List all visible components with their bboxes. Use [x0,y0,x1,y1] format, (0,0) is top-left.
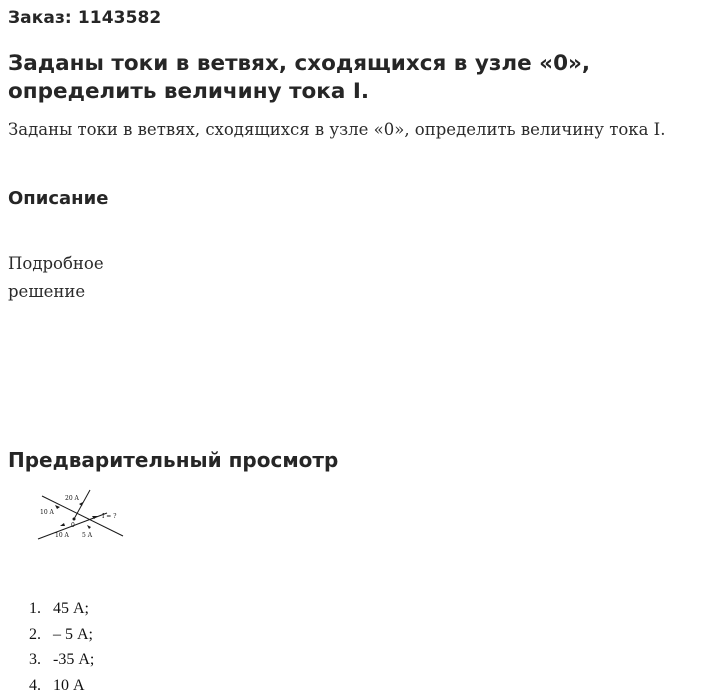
page-title: Заданы токи в ветвях, сходящихся в узле «0», определить величину тока I. [8,50,668,106]
answer-option [0,647,94,673]
label-top-current: 20 A [65,495,80,502]
answer-options [0,596,94,698]
preview-heading: Предварительный просмотр [8,448,338,472]
description-line-2: решение [8,278,148,306]
answer-number: 1. [29,596,41,622]
answer-text: -35 А; [53,651,94,668]
node-dot [73,518,76,521]
task-statement: Заданы токи в ветвях, сходящихся в узле «0», определить величину тока I. [8,116,678,144]
description-line-1: Подробное [8,250,148,278]
answer-number: 4. [29,673,41,698]
label-node: 0 [71,522,75,529]
label-bottom-right-current: 5 A [82,532,93,539]
answer-number: 3. [29,647,41,673]
arrow-left [55,505,60,509]
label-left-current: 10 A [40,509,55,516]
description-heading: Описание [8,188,108,209]
answer-option [0,596,94,622]
label-unknown-current: I = ? [102,513,116,520]
arrow-bottom-right [87,525,91,529]
description-body [8,250,148,306]
order-number: Заказ: 1143582 [8,8,161,28]
answer-text: – 5 А; [53,626,93,643]
answer-option [0,622,94,648]
circuit-node-diagram [34,488,130,544]
answer-option [0,673,94,698]
answer-text: 45 А; [53,600,89,617]
answer-text: 10 А [53,677,85,694]
arrow-bottom-left [60,523,65,526]
answer-number: 2. [29,622,41,648]
label-bottom-left-current: 10 A [55,532,70,539]
